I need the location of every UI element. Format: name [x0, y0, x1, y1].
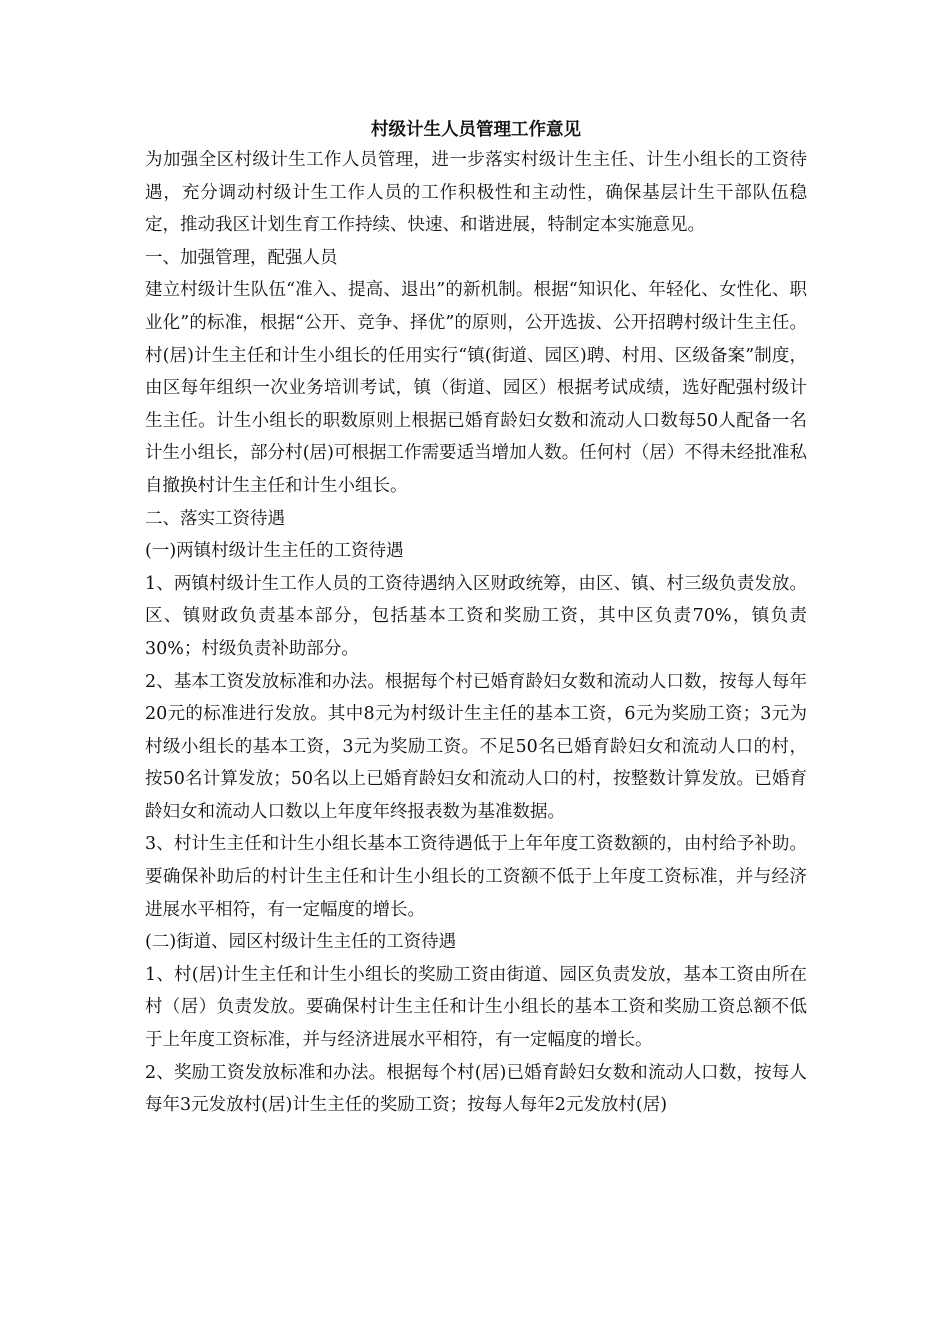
section-heading-1: 一、加强管理，配强人员 — [145, 247, 338, 268]
document-title: 村级计生人员管理工作意见 — [371, 120, 581, 140]
paragraph-management: 建立村级计生队伍“准入、提高、退出”的新机制。根据“知识化、年轻化、女性化、职业化”的标准，根据“公开、竞争、择优”的原则，公开选拔、公开招聘村级计生主任。村(居)计生主任和计生小组长的任用实行“镇(街道、园区)聘、村用、区级备案”制度，由区每年组织一次业务培训考试，镇（街道、园区）根据考试成绩，选好配强村级计生主任。计生小组长的职数原则上根据已婚育龄妇女数和流动人口数每50人配备一名计生小组长，部分村(居)可根据工作需要适当增加人数。任何村（居）不得未经批准私自撤换村计生主任和计生小组长。 — [145, 280, 807, 496]
paragraph-item-2: 2、基本工资发放标准和办法。根据每个村已婚育龄妇女数和流动人口数，按每人每年20元的标准进行发放。其中8元为村级计生主任的基本工资，6元为奖励工资；3元为村级小组长的基本工资，3元为奖励工资。不足50名已婚育龄妇女和流动人口的村，按50名计算发放；50名以上已婚育龄妇女和流动人口的村，按整数计算发放。已婚育龄妇女和流动人口数以上年度年终报表数为基准数据。 — [145, 671, 807, 822]
paragraph-item-3: 3、村计生主任和计生小组长基本工资待遇低于上年年度工资数额的，由村给予补助。要确保补助后的村计生主任和计生小组长的工资额不低于上年度工资标准，并与经济进展水平相符，有一定幅度的增长。 — [145, 834, 807, 920]
document-body — [145, 116, 807, 1122]
paragraph-item-4: 1、村(居)计生主任和计生小组长的奖励工资由街道、园区负责发放，基本工资由所在村（居）负责发放。要确保村计生主任和计生小组长的基本工资和奖励工资总额不低于上年度工资标准，并与经济进展水平相符，有一定幅度的增长。 — [145, 964, 807, 1051]
subsection-heading-2: (二)街道、园区村级计生主任的工资待遇 — [145, 932, 457, 953]
section-heading-2: 二、落实工资待遇 — [145, 508, 285, 529]
subsection-heading-1: (一)两镇村级计生主任的工资待遇 — [145, 541, 404, 562]
paragraph-item-5: 2、奖励工资发放标准和办法。根据每个村(居)已婚育龄妇女数和流动人口数，按每人每年3元发放村(居)计生主任的奖励工资；按每人每年2元发放村(居) — [145, 1062, 807, 1116]
paragraph-intro: 为加强全区村级计生工作人员管理，进一步落实村级计生主任、计生小组长的工资待遇，充分调动村级计生工作人员的工作积极性和主动性，确保基层计生干部队伍稳定，推动我区计划生育工作持续、快速、和谐进展，特制定本实施意见。 — [145, 150, 807, 236]
paragraph-item-1: 1、两镇村级计生工作人员的工资待遇纳入区财政统筹，由区、镇、村三级负责发放。区、镇财政负责基本部分，包括基本工资和奖励工资，其中区负责70%，镇负责30%；村级负责补助部分。 — [145, 573, 807, 659]
